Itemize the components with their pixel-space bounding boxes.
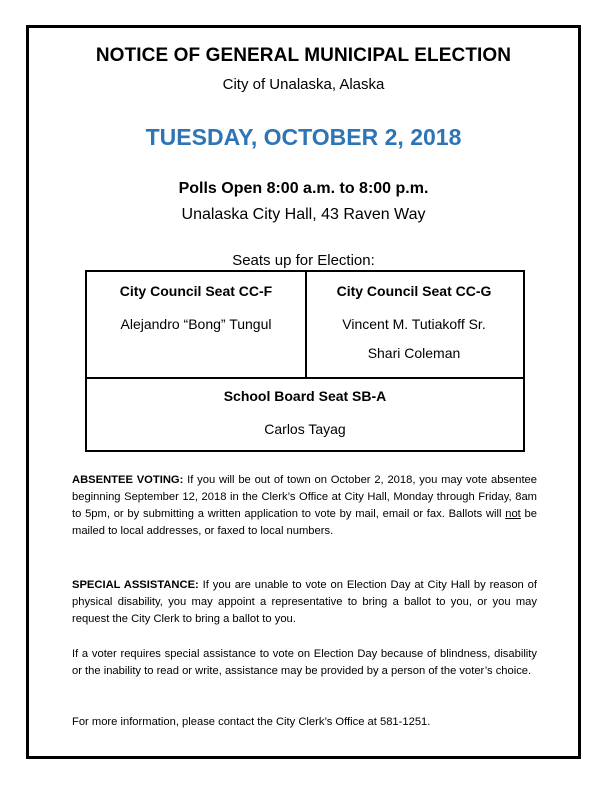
- assistance-label: SPECIAL ASSISTANCE:: [72, 579, 199, 591]
- seat-cell-cc-g: [305, 272, 523, 377]
- contact-paragraph: For more information, please contact the City Clerk’s Office at 581-1251.: [72, 716, 431, 728]
- candidate-name: Carlos Tayag: [264, 421, 346, 437]
- absentee-voting-paragraph: [72, 472, 537, 540]
- absentee-text-end: be mailed to local addresses, or faxed to local numbers.: [72, 508, 537, 537]
- special-assistance-paragraph: [72, 577, 537, 628]
- absentee-label: ABSENTEE VOTING:: [72, 474, 184, 486]
- seats-table: [85, 270, 525, 452]
- absentee-emphasis: not: [505, 508, 521, 520]
- notice-border: [26, 25, 581, 759]
- absentee-text: If you will be out of town on October 2, 2018, you may vote absentee beginning September 12, 2018 in the Clerk’s Office at City Hall, Monday through Friday, 8am to 5pm, or by submitting a written application to vote by mail, email or fax. Ballots will: [72, 474, 538, 520]
- seat-title: City Council Seat CC-G: [336, 283, 492, 299]
- city-subtitle: City of Unalaska, Alaska: [222, 76, 385, 93]
- notice-title: NOTICE OF GENERAL MUNICIPAL ELECTION: [95, 45, 512, 66]
- seats-heading: Seats up for Election:: [232, 252, 375, 269]
- voter-help-paragraph: If a voter requires special assistance to vote on Election Day because of blindness, disability or the inability to read or write, assistance may be provided by a person of the voter’s choice.: [72, 648, 537, 677]
- seat-title: School Board Seat SB-A: [223, 388, 387, 404]
- candidate-name: Alejandro “Bong” Tungul: [120, 316, 272, 332]
- polls-hours: Polls Open 8:00 a.m. to 8:00 p.m.: [178, 180, 429, 197]
- seat-title: City Council Seat CC-F: [119, 283, 273, 299]
- candidate-name: Vincent M. Tutiakoff Sr.: [342, 316, 486, 332]
- election-date: TUESDAY, OCTOBER 2, 2018: [145, 124, 462, 150]
- candidate-name: Shari Coleman: [367, 345, 461, 361]
- polling-location: Unalaska City Hall, 43 Raven Way: [181, 206, 426, 223]
- seat-cell-cc-f: [87, 272, 307, 377]
- assistance-text: If you are unable to vote on Election Day at City Hall by reason of physical disability, you may appoint a representative to bring a ballot to you, or you may request the City Clerk to bring a ballot to you.: [72, 579, 537, 625]
- seat-cell-sb-a: [87, 377, 523, 452]
